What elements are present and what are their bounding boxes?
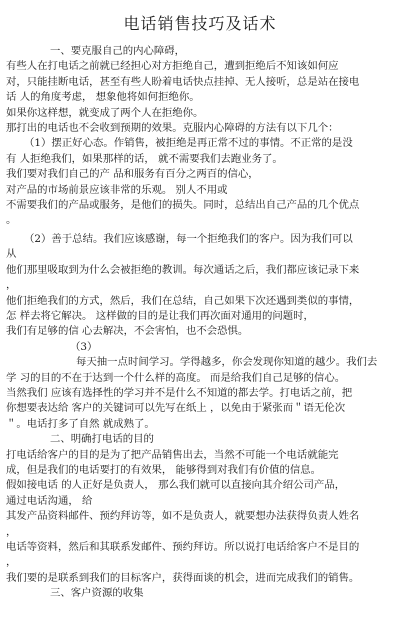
- paragraph-line: 对，只能挂断电话，甚至有些人盼着电话快点挂掉、无人接听，总是站在接电: [6, 75, 360, 88]
- list-item-1: （1）摆正好心态。作销售，被拒绝是再正常不过的事情。不正常的是没: [24, 137, 353, 150]
- paragraph-line: 有些人在打电话之前就已经担心对方拒绝自己，遭到拒绝后不知该如何应: [6, 60, 339, 73]
- list-item-2: （2）善于总结。我们应该感谢，每一个拒绝我们的客户。因为我们可以: [24, 232, 353, 245]
- paragraph-line: 成，但是我们的电话要打的有效果， 能够得到对我们有价值的信息。: [6, 463, 322, 476]
- paragraph-line: 话 人的角度考虑， 想象他将如何拒绝你。: [6, 91, 200, 104]
- paragraph-line: ，: [6, 556, 17, 569]
- paragraph-line: 不需要我们的产品或服务，是他们的损失。同时，总结出自己产品的几个优点: [6, 199, 360, 212]
- list-item-3: （3）: [70, 340, 98, 353]
- paragraph-line: 有 人拒绝我们，如果那样的话， 就不需要我们去跑业务了。: [6, 152, 283, 165]
- document-page: [0, 14, 400, 622]
- paragraph-line: ，: [6, 279, 17, 292]
- document-title: 电话销售技巧及话术: [123, 14, 277, 33]
- paragraph-line: 当然我们 应该有选择性的学习并不是什么不知道的都去学。打电话之前，把: [6, 386, 353, 399]
- paragraph-line: 我们有足够的信 心去解决，不会害怕，也不会恐惧。: [6, 325, 249, 338]
- paragraph-line: 对产品的市场前景应该非常的乐观。 别人不用或: [6, 183, 228, 196]
- paragraph-line: 每天抽一点时间学习。学得越多，你会发现你知道的越少。我们去: [76, 356, 378, 369]
- paragraph-line: 他们拒绝我们的方式，然后，我们在总结，自己如果下次还遇到类似的事情，: [6, 294, 360, 307]
- paragraph-line: 。: [6, 214, 17, 227]
- paragraph-line: 我们要对我们自己的产 品和服务有百分之两百的信心，: [6, 168, 259, 181]
- paragraph-line: 假如接电话 的人正好是负责人， 那么我们就可以直接向其介绍公司产品，: [6, 479, 346, 492]
- paragraph-line: 学 习的目的不在于达到一个什么样的高度。 而是给我们自己足够的信心。: [6, 371, 346, 384]
- paragraph-line: 你想要表达给 客户的关键词可以先写在纸上 ，以免由于紧张而＂语无伦次: [6, 402, 346, 415]
- section-heading-3: 三、客户资源的收集: [50, 587, 144, 600]
- paragraph-line: 电话等资料，然后和其联系发邮件、预约拜访。所以说打电话给客户不是目的: [6, 541, 360, 553]
- paragraph-line: 通过电话沟通， 给: [6, 494, 93, 507]
- section-heading-2: 二、明确打电话的目的: [50, 433, 154, 446]
- paragraph-line: ，: [6, 525, 17, 538]
- section-heading-1: 一、要克服自己的内心障碍，: [50, 45, 186, 57]
- paragraph-line: 如果你这样想，就变成了两个人在拒绝你。: [6, 106, 204, 119]
- paragraph-line: 从: [6, 248, 17, 261]
- paragraph-line: 我们要的是联系到我们的目标客户，获得面谈的机会，进而完成我们的销售。: [6, 571, 360, 584]
- paragraph-line: 打电话给客户的目的是为了把产品销售出去，当然不可能一个电话就能完: [6, 448, 339, 461]
- paragraph-line: 那打出的电话也不会收到预期的效果。克服内心障碍的方法有以下几个：: [6, 122, 339, 135]
- paragraph-line: ＂。电话打多了自然 就成熟了。: [6, 417, 155, 430]
- paragraph-line: 怎 样去将它解决。 这样做的目的是让我们再次面对通用的问题时，: [6, 309, 314, 322]
- paragraph-line: 他们那里吸取到为什么会被拒绝的教训。每次通话之后，我们都应该记录下来: [6, 263, 360, 276]
- paragraph-line: 其发产品资料邮件、预约拜访等，如不是负责人，就要想办法获得负责人姓名: [6, 510, 360, 523]
